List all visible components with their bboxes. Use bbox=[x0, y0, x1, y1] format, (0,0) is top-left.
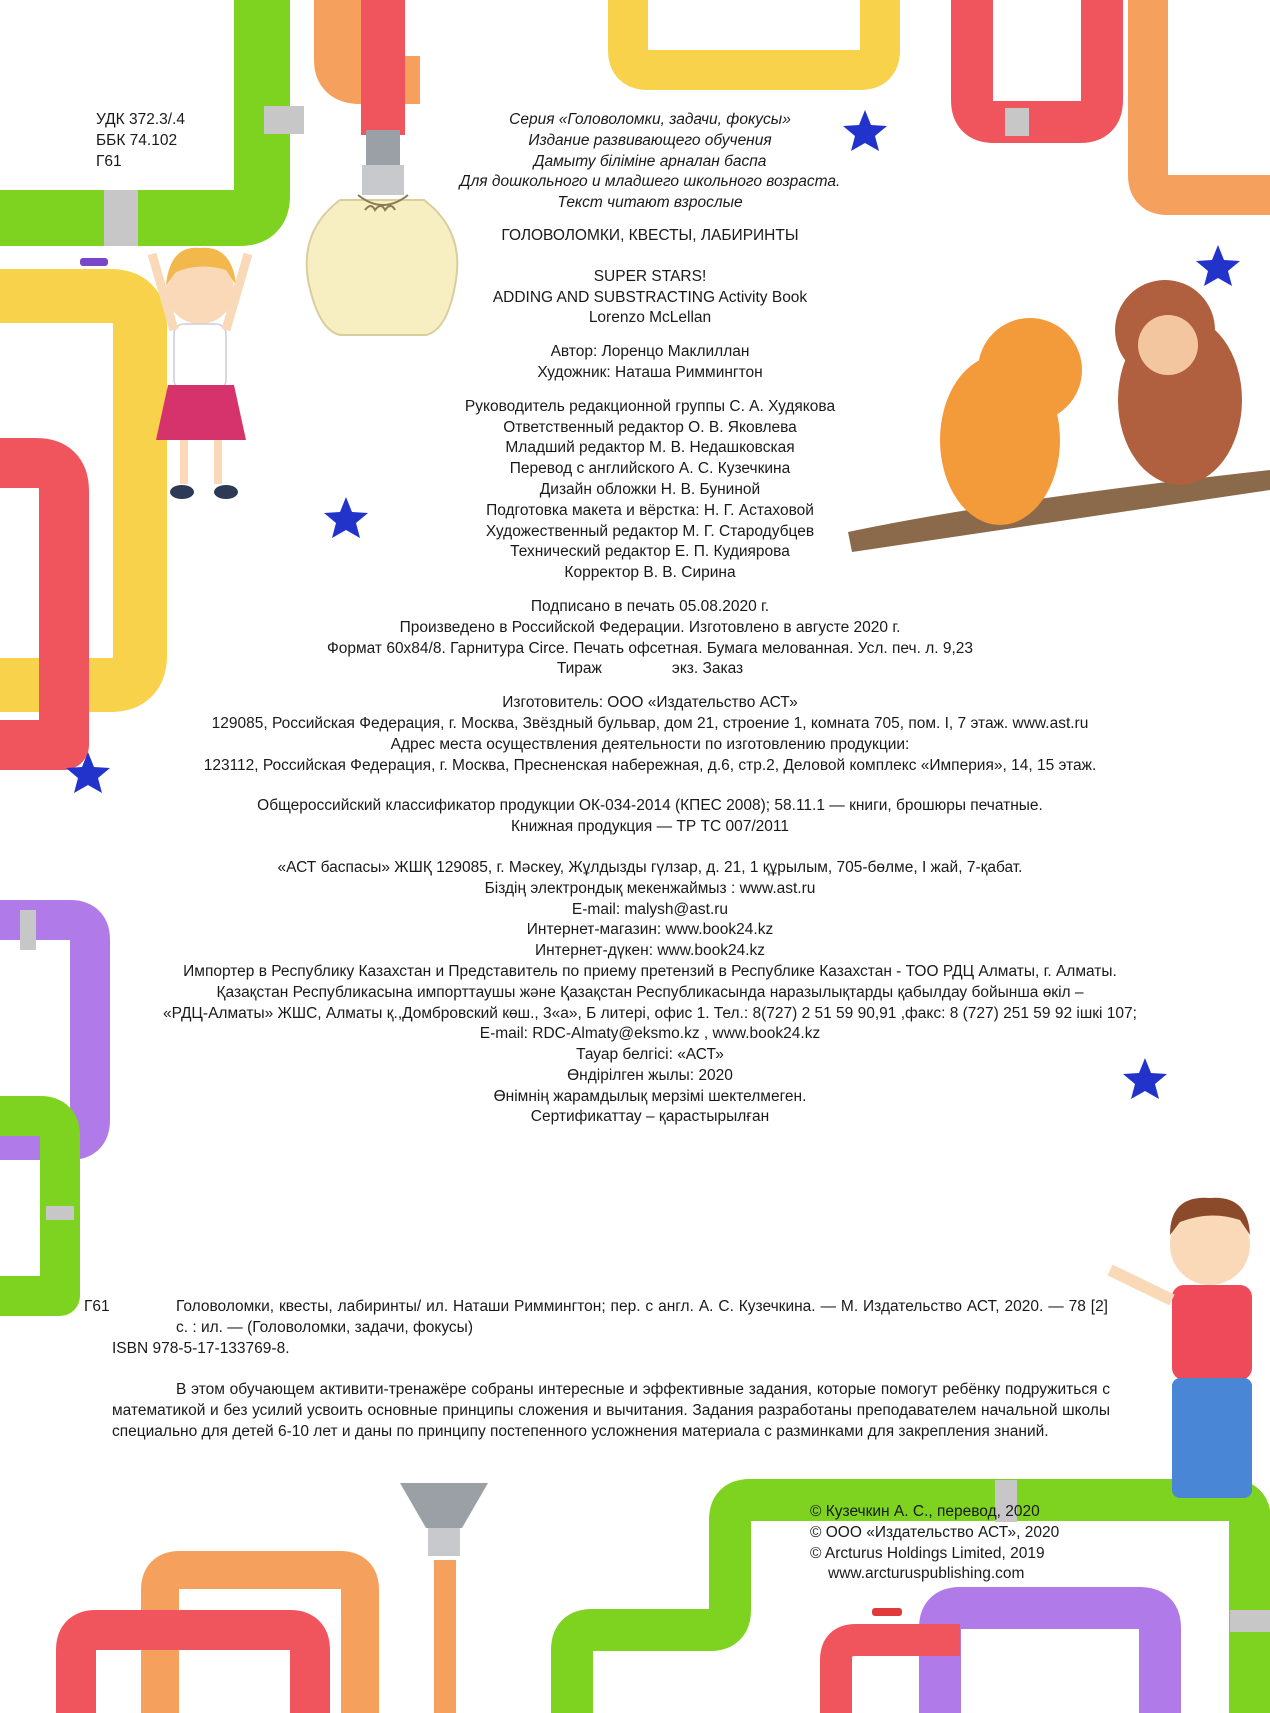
copyright-line: © ООО «Издательство АСТ», 2020 bbox=[810, 1523, 1060, 1541]
purple-pipe-bottom bbox=[940, 1608, 1160, 1713]
kz-info: Импортер в Республику Казахстан и Представитель по приему претензий в Республике Казахстан - ТОО РДЦ Алматы, г. Алматы. bbox=[183, 962, 1117, 980]
kz-info: Біздің электрондық мекенжаймыз : www.ast.ru bbox=[484, 879, 816, 897]
biblio-code: Г61 bbox=[84, 1298, 110, 1315]
funnel-icon bbox=[400, 1483, 488, 1556]
staff-credit: Руководитель редакционной группы С. А. Худякова bbox=[464, 397, 836, 415]
copyright-block bbox=[810, 1502, 1110, 1585]
annotation bbox=[112, 1380, 1110, 1442]
classifier-info: Книжная продукция — ТР ТС 007/2011 bbox=[511, 818, 789, 836]
imprint-block bbox=[130, 226, 1170, 1128]
copyright-line: © Кузечкин А. С., перевод, 2020 bbox=[810, 1503, 1040, 1520]
kz-info: Өндірілген жылы: 2020 bbox=[567, 1066, 733, 1084]
original-author: Lorenzo McLellan bbox=[588, 309, 712, 327]
annotation-text: В этом обучающем активити-тренажёре собраны интересные и эффективные задания, которые помогут ребёнку подружиться с математикой и без усилий усвоить основные принципы сложения и вычитания. Задания разработаны преподавателем начальной школы специально для детей 6-10 лет и даны по принципу постепенного усложнения материала с разминками для закрепления знаний. bbox=[112, 1381, 1110, 1440]
manufacturer-info: 123112, Российская Федерация, г. Москва, Пресненская набережная, д.6, стр.2, Деловой комплекс «Империя», 14, 15 этаж. bbox=[203, 756, 1097, 774]
print-info: Произведено в Российской Федерации. Изготовлено в августе 2020 г. bbox=[399, 618, 901, 636]
orange-pipe-top-right bbox=[1148, 0, 1270, 195]
staff-credit: Художественный редактор М. Г. Стародубцев bbox=[485, 522, 815, 540]
udc-code: УДК 372.3/.4 bbox=[96, 111, 186, 128]
series-line: Текст читают взрослые bbox=[557, 194, 743, 212]
manufacturer-info: 129085, Российская Федерация, г. Москва, Звёздный бульвар, дом 21, строение 1, комната 705, пом. I, 7 этаж. www.ast.ru bbox=[211, 714, 1089, 732]
staff-credit: Технический редактор Е. П. Кудиярова bbox=[510, 543, 790, 561]
kz-info: Қазақстан Республикасына импорттаушы және Қазақстан Республикасында наразылықтарды қабылдау бойынша өкіл – bbox=[216, 983, 1084, 1001]
manufacturer-info: Изготовитель: ООО «Издательство АСТ» bbox=[502, 694, 798, 712]
series-line: Для дошкольного и младшего школьного возраста. bbox=[459, 173, 841, 191]
red-pipe-top-right bbox=[972, 0, 1102, 122]
kz-info: Сертификаттау – қарастырылған bbox=[530, 1108, 770, 1126]
book-title: ГОЛОВОЛОМКИ, КВЕСТЫ, ЛАБИРИНТЫ bbox=[501, 227, 799, 244]
kz-info: «РДЦ-Алматы» ЖШС, Алматы қ.,Домбровский көш., 3«а», Б литері, офис 1. Тел.: 8(727) 2 51 59 90,91 ,факс: 8 (727) 251 59 92 ішкі 107; bbox=[163, 1004, 1137, 1022]
classifier-info: Общероссийский классификатор продукции ОК-034-2014 (КПЕС 2008); 58.11.1 — книги, брошюры печатные. bbox=[257, 797, 1043, 815]
yellow-pipe-top bbox=[628, 0, 880, 70]
series-line: Серия «Головоломки, задачи, фокусы» bbox=[509, 111, 791, 128]
staff-credit: Корректор В. В. Сирина bbox=[564, 564, 736, 582]
isbn: ISBN 978-5-17-133769-8. bbox=[112, 1339, 290, 1357]
bbk-code: ББК 74.102 bbox=[96, 131, 178, 149]
classification-codes bbox=[96, 110, 236, 172]
order-label: экз. Заказ bbox=[671, 660, 744, 678]
staff-credit: Младший редактор М. В. Недашковская bbox=[505, 439, 795, 457]
kz-info: Интернет-магазин: www.book24.kz bbox=[526, 921, 774, 939]
series-line: Дамыту біліміне арналан баспа bbox=[533, 152, 767, 170]
kz-info: E-mail: RDC-Almaty@eksmo.kz , www.book24.kz bbox=[479, 1025, 821, 1043]
print-run-label: Тираж bbox=[556, 660, 602, 678]
author-credit: Автор: Лоренцо Маклиллан bbox=[550, 343, 750, 361]
illustrator-credit: Художник: Наташа Риммингтон bbox=[537, 363, 763, 381]
staff-credit: Ответственный редактор О. В. Яковлева bbox=[503, 418, 797, 436]
bibliographic-record bbox=[84, 1297, 1108, 1359]
series-line: Издание развивающего обучения bbox=[528, 131, 772, 149]
kz-info: «АСТ баспасы» ЖШҚ 129085, г. Мәскеу, Жұлдызды гүлзар, д. 21, 1 құрылым, 705-бөлме, I жай, 7-қабат. bbox=[277, 858, 1023, 876]
boy-illustration bbox=[1110, 1198, 1252, 1498]
author-mark: Г61 bbox=[96, 152, 122, 170]
print-info: Подписано в печать 05.08.2020 г. bbox=[530, 597, 770, 615]
print-run-line bbox=[130, 659, 1170, 680]
kz-info: Интернет-дүкен: www.book24.kz bbox=[534, 942, 766, 960]
biblio-text: Головоломки, квесты, лабиринты/ ил. Наташи Риммингтон; пер. с англ. А. С. Кузечкина. — М. Издательство АСТ, 2020. — 78 [2] с. : ил. — (Головоломки, задачи, фокусы) bbox=[176, 1298, 1108, 1336]
kz-info: Өнімнің жарамдылық мерзімі шектелмеген. bbox=[493, 1087, 807, 1105]
kz-info: Тауар белгісі: «АСТ» bbox=[576, 1046, 724, 1064]
print-info: Формат 60x84/8. Гарнитура Circe. Печать офсетная. Бумага мелованная. Усл. печ. л. 9,23 bbox=[326, 639, 974, 657]
original-subtitle: ADDING AND SUBSTRACTING Activity Book bbox=[492, 288, 808, 306]
staff-credit: Перевод с английского А. С. Кузечкина bbox=[509, 460, 791, 478]
series-block bbox=[380, 110, 920, 214]
copyright-line: © Arcturus Holdings Limited, 2019 bbox=[810, 1544, 1045, 1562]
manufacturer-info: Адрес места осуществления деятельности по изготовлению продукции: bbox=[390, 735, 910, 753]
green-pipe-top-left bbox=[0, 0, 262, 218]
original-title: SUPER STARS! bbox=[593, 267, 707, 285]
staff-credit: Подготовка макета и вёрстка: Н. Г. Астаховой bbox=[486, 501, 814, 519]
red-pipe-bottom-left bbox=[76, 1630, 310, 1713]
kz-info: E-mail: malysh@ast.ru bbox=[571, 900, 729, 918]
publisher-website[interactable]: www.arcturuspublishing.com bbox=[828, 1565, 1025, 1583]
staff-credit: Дизайн обложки Н. В. Буниной bbox=[539, 480, 761, 498]
